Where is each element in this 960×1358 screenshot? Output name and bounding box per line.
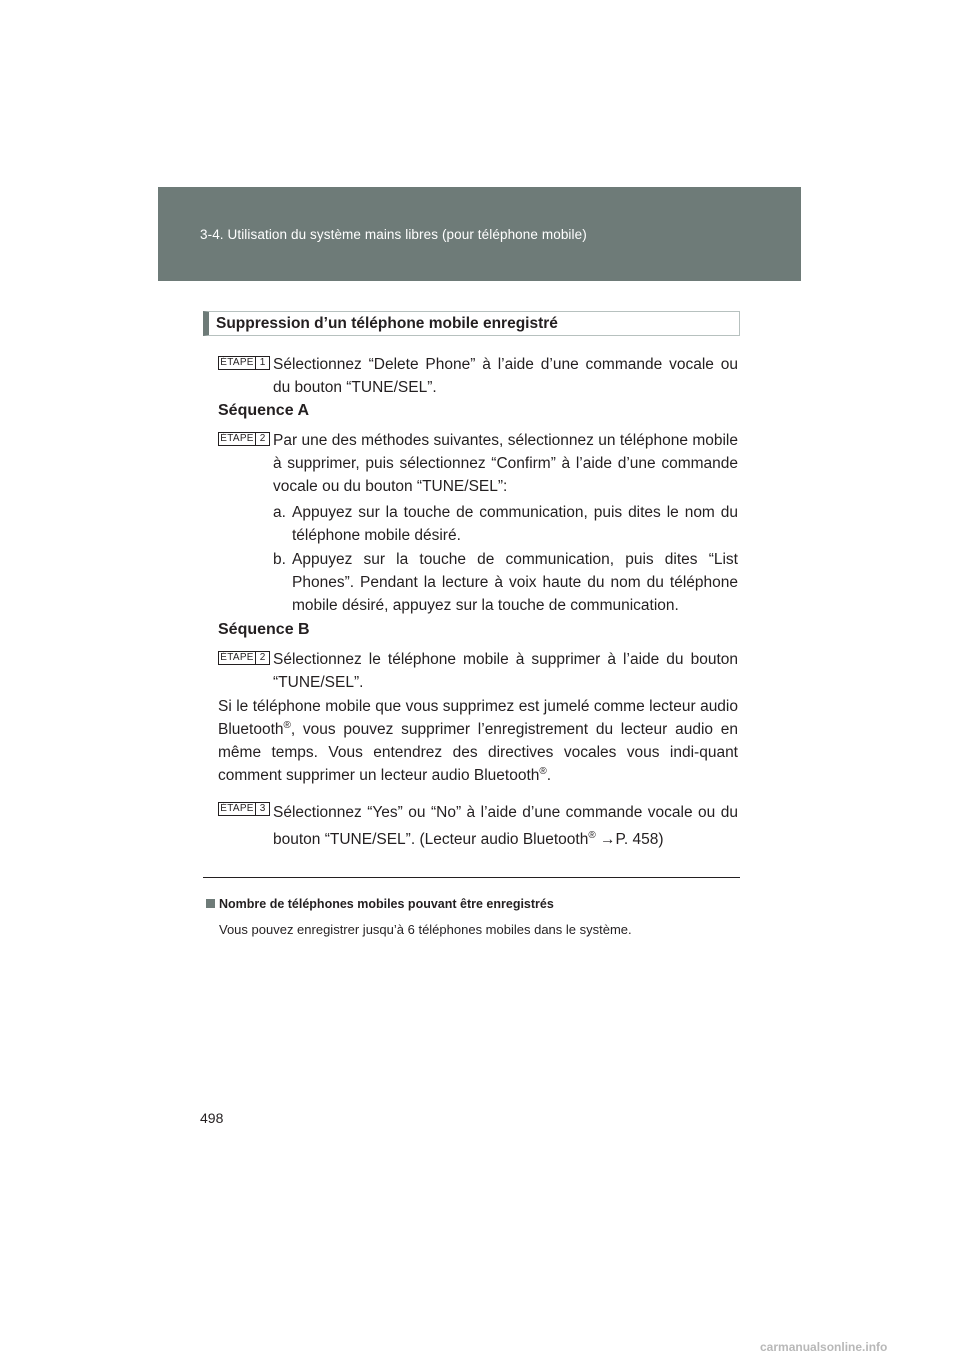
section-divider xyxy=(203,877,740,878)
step-badge-label: ÉTAPE xyxy=(220,357,254,368)
list-item-b xyxy=(273,548,738,617)
note-heading xyxy=(206,897,554,911)
step-badge-number: 1 xyxy=(255,357,269,369)
step-badge xyxy=(218,356,270,370)
step-1 xyxy=(218,353,738,399)
step-badge-label: ÉTAPE xyxy=(220,433,254,444)
step-text: Sélectionnez le téléphone mobile à supprimer à l’aide du bouton “TUNE/SEL”. xyxy=(273,651,738,691)
watermark: carmanualsonline.info xyxy=(760,1340,888,1354)
section-heading-text: Suppression d’un téléphone mobile enregistré xyxy=(216,315,558,332)
page-number: 498 xyxy=(200,1110,224,1126)
list-marker: b. xyxy=(273,551,286,568)
page-reference-link[interactable]: P. 458) xyxy=(615,831,664,848)
arrow-icon: → xyxy=(600,831,616,848)
note-text: Vous pouvez enregistrer jusqu’à 6 téléphones mobiles dans le système. xyxy=(219,922,632,937)
chapter-title: 3-4. Utilisation du système mains libres (pour téléphone mobile) xyxy=(200,227,587,242)
list-marker: a. xyxy=(273,504,286,521)
step-text xyxy=(273,799,738,853)
registered-mark: ® xyxy=(283,719,291,731)
list-item-a xyxy=(273,501,738,547)
list-item-text: Appuyez sur la touche de communication, puis dites le nom du téléphone mobile désiré. xyxy=(292,504,738,544)
step-text-start: Sélectionnez “Yes” ou “No” à l’aide d’une commande vocale ou du bouton “TUNE/SEL”. (Lecteur audio Bluetooth xyxy=(273,804,738,848)
square-bullet-icon xyxy=(206,899,215,908)
step-badge xyxy=(218,802,270,816)
step-3 xyxy=(218,799,738,853)
step-badge-number: 3 xyxy=(255,803,269,815)
step-badge xyxy=(218,651,270,665)
step-badge-label: ÉTAPE xyxy=(220,803,254,814)
sequence-a-heading: Séquence A xyxy=(218,402,309,419)
step-text: Par une des méthodes suivantes, sélectionnez un téléphone mobile à supprimer, puis sélectionnez “Confirm” à l’aide d’une commande vocale ou du bouton “TUNE/SEL”: xyxy=(273,432,738,495)
step-badge-label: ÉTAPE xyxy=(220,652,254,663)
bluetooth-paragraph xyxy=(218,695,738,787)
step-badge-number: 2 xyxy=(255,433,269,445)
registered-mark: ® xyxy=(588,829,596,841)
paragraph-text-1: Si le téléphone mobile que vous supprimez est jumelé comme lecteur audio Bluetooth xyxy=(218,698,738,738)
step-2b xyxy=(218,648,738,694)
sequence-b-heading: Séquence B xyxy=(218,621,310,638)
step-text: Sélectionnez “Delete Phone” à l’aide d’une commande vocale ou du bouton “TUNE/SEL”. xyxy=(273,356,738,396)
note-heading-text: Nombre de téléphones mobiles pouvant être enregistrés xyxy=(219,897,554,911)
paragraph-text-2: , vous pouvez supprimer l’enregistrement du lecteur audio en même temps. Vous entendrez des directives vocales vous indi-quant comment supprimer un lecteur audio Bluetooth xyxy=(218,721,738,784)
registered-mark: ® xyxy=(539,765,547,777)
paragraph-text-3: . xyxy=(546,767,552,784)
chapter-header-bar xyxy=(158,187,801,281)
list-item-text: Appuyez sur la touche de communication, puis dites “List Phones”. Pendant la lecture à voix haute du nom du téléphone mobile désiré, appuyez sur la touche de communication. xyxy=(292,551,738,614)
section-heading xyxy=(203,311,740,336)
step-badge-number: 2 xyxy=(255,652,269,664)
step-badge xyxy=(218,432,270,446)
step-2a xyxy=(218,429,738,498)
